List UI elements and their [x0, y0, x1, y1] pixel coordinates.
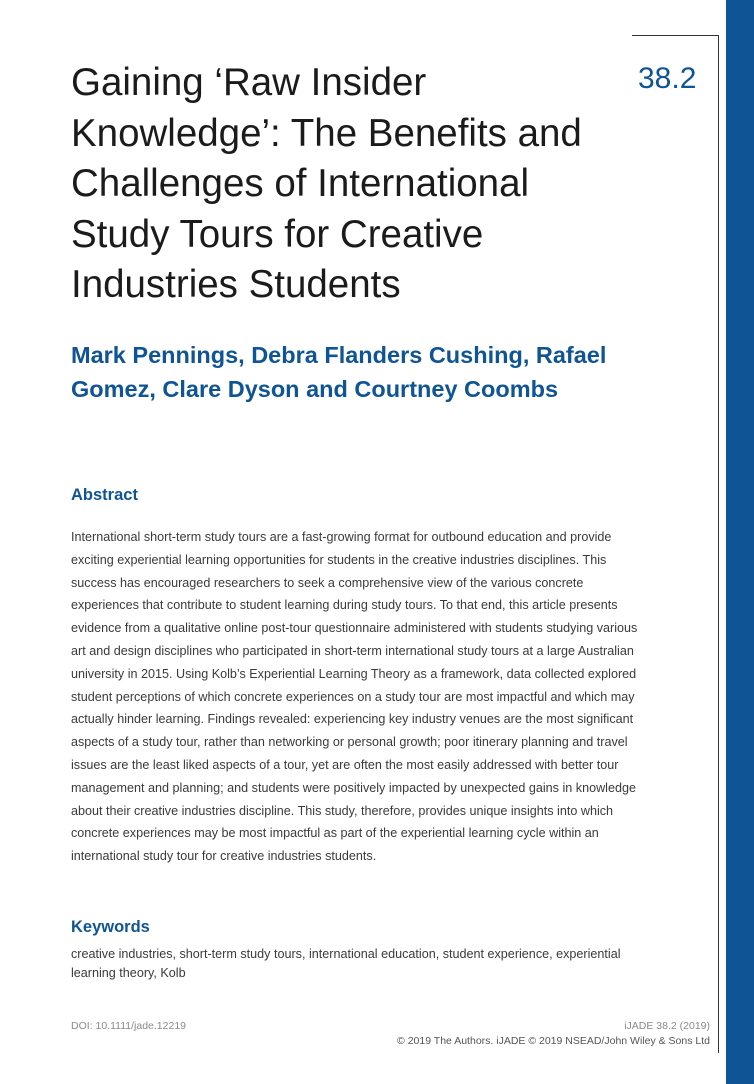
abstract-heading: Abstract — [71, 486, 138, 504]
frame-line-right — [718, 35, 719, 1053]
doi-link[interactable]: DOI: 10.1111/jade.12219 — [71, 1020, 187, 1032]
article-title: Gaining ‘Raw Insider Knowledge’: The Benefits and Challenges of International Study Tours for Creative Industries Students — [71, 61, 582, 306]
frame-line-top — [632, 35, 719, 36]
journal-reference: iJADE 38.2 (2019) — [624, 1020, 710, 1032]
abstract-body: International short-term study tours are a fast-growing format for outbound education and provide exciting experiential learning opportunities for students in the creative industries disciplines. This success has encouraged researchers to seek a comprehensive view of the various concrete experiences that contribute to student learning during study tours. To that end, this article presents evidence from a qualitative online post-tour questionnaire administered with students studying various art and design disciplines who participated in short-term international study tours at a large Australian university in 2015. Using Kolb’s Experiential Learning Theory as a framework, data collected explored student perceptions of which concrete experiences on a study tour are most impactful and which may actually hinder learning. Findings revealed: experiencing key industry venues are the most significant aspects of a study tour, rather than networking or personal growth; poor itinerary planning and travel issues are the least liked aspects of a tour, yet are often the most easily addressed with better tour management and planning; and students were positively impacted by unexpected gains in knowledge about their creative industries discipline. This study, therefore, provides unique insights into which concrete experiences may be most impactful as part of the experiential learning cycle within an international study tour for creative industries students. — [71, 530, 638, 864]
issue-label: 38.2 — [638, 62, 697, 95]
keywords-heading: Keywords — [71, 918, 150, 936]
side-color-bar — [726, 0, 754, 1084]
copyright-notice: © 2019 The Authors. iJADE © 2019 NSEAD/John Wiley & Sons Ltd — [397, 1035, 710, 1047]
author-list: Mark Pennings, Debra Flanders Cushing, Rafael Gomez, Clare Dyson and Courtney Coombs — [71, 342, 607, 402]
keywords-body: creative industries, short-term study tours, international education, student experience, experiential learning theory, Kolb — [71, 947, 621, 980]
